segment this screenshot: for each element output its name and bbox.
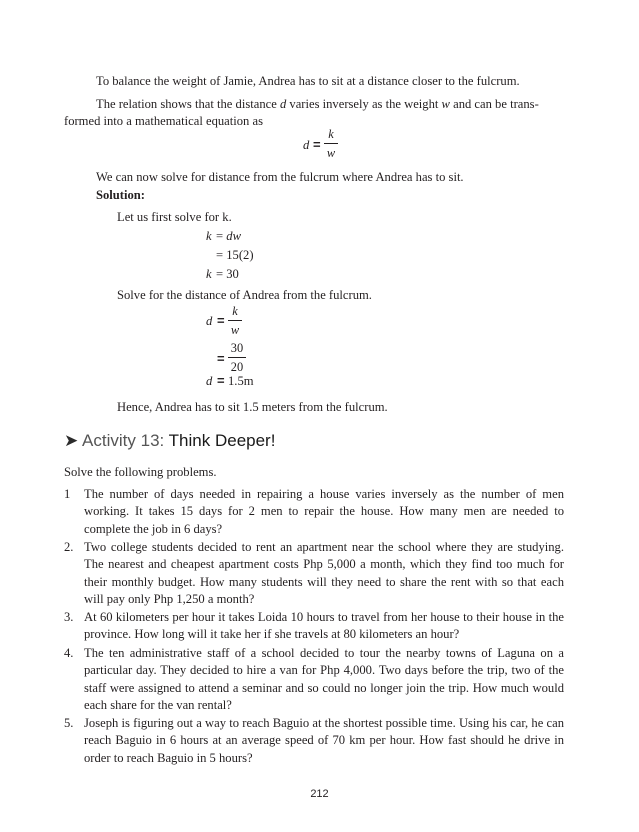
d-sign-3: = xyxy=(217,373,225,388)
k-lhs: k xyxy=(206,229,212,243)
list-item xyxy=(64,715,564,767)
k-lhs-2: k xyxy=(206,267,212,281)
eq-sign: = xyxy=(313,137,321,152)
d-sign: = xyxy=(217,313,225,328)
activity-instruction: Solve the following problems. xyxy=(64,465,217,479)
activity-label: Activity 13: xyxy=(82,431,165,450)
problem-text: Two college students decided to rent an apartment near the school where they are studying. The nearest and cheapest apartment costs Php 5,000 a month, which they find too much for their monthly budget. How many students will they need to share the rent with so that each will pay only Php 1,250 a month? xyxy=(84,540,564,606)
fraction-bar xyxy=(228,320,242,321)
eq-denominator: w xyxy=(326,146,336,160)
solution-step-1: Let us first solve for k. xyxy=(117,210,232,224)
d-lhs: d xyxy=(206,314,213,328)
list-item xyxy=(64,645,564,714)
intro-line-3: formed into a mathematical equation as xyxy=(64,114,263,128)
k-substitution: = 15(2) xyxy=(216,248,254,262)
list-item xyxy=(64,486,564,538)
problem-number: 5. xyxy=(64,716,74,730)
d-numerator-2: 30 xyxy=(230,341,244,355)
problem-text: The number of days needed in repairing a house varies inversely as the number of men working. It takes 15 days for 2 men to repair the house. How many men are needed to complete the job in 6 days? xyxy=(84,487,564,536)
problem-number: 2. xyxy=(64,540,74,554)
d-fraction-30-over-20 xyxy=(228,341,246,374)
problem-text: At 60 kilometers per hour it takes Loida 10 hours to travel from her house to their house in the province. How long will it take her if she travels at 80 kilometers an hour? xyxy=(84,610,564,642)
activity-heading xyxy=(64,430,275,452)
activity-title: Think Deeper! xyxy=(168,431,276,450)
d-lhs-3: d xyxy=(206,374,213,388)
d-fraction-k-over-w xyxy=(228,304,242,337)
problem-number: 1 xyxy=(64,487,71,501)
d-sign-2: = xyxy=(217,351,225,366)
intro-line-4: We can now solve for distance from the fulcrum where Andrea has to sit. xyxy=(96,170,464,184)
fraction-bar xyxy=(228,357,246,358)
d-denominator-2: 20 xyxy=(230,360,244,374)
fraction-bar xyxy=(324,143,338,144)
problem-text: Joseph is figuring out a way to reach Baguio at the shortest possible time. Using his car, he can reach Baguio in 6 hours at an average speed of 70 km per hour. How fast should he drive in order to reach Baguio in 5 hours? xyxy=(84,716,564,765)
intro-line-2: The relation shows that the distance d varies inversely as the weight w and can be trans- xyxy=(96,97,539,111)
eq-lhs: d xyxy=(303,138,310,152)
arrow-icon: ➤ xyxy=(64,431,79,450)
list-item xyxy=(64,609,564,644)
page-number: 212 xyxy=(310,788,329,800)
d-numerator: k xyxy=(232,304,238,318)
d-result: 1.5m xyxy=(228,374,254,388)
eq-fraction xyxy=(324,127,338,160)
solution-label: Solution: xyxy=(96,188,145,202)
problem-number: 3. xyxy=(64,610,74,624)
intro-line-1: To balance the weight of Jamie, Andrea has to sit at a distance closer to the fulcrum. xyxy=(96,74,520,88)
solution-step-2: Solve for the distance of Andrea from the fulcrum. xyxy=(117,288,372,302)
list-item xyxy=(64,539,564,608)
k-equation: = dw xyxy=(216,229,241,243)
k-result: = 30 xyxy=(216,267,239,281)
eq-numerator: k xyxy=(328,127,334,141)
problem-number: 4. xyxy=(64,646,74,660)
problem-text: The ten administrative staff of a school decided to tour the nearby towns of Laguna on a particular day. They decided to hire a van for Php 4,000. Two days before the trip, two of the staff were assigned to attend a seminar and so could no longer join the trip. How much would each share for the van rental? xyxy=(84,646,564,712)
solution-conclusion: Hence, Andrea has to sit 1.5 meters from the fulcrum. xyxy=(117,400,388,414)
d-denominator: w xyxy=(230,323,240,337)
